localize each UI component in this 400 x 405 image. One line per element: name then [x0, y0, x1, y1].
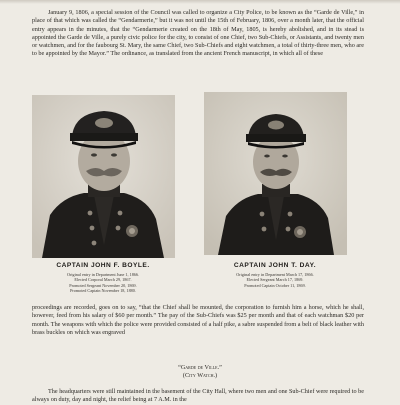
portrait-name: CAPTAIN JOHN F. BOYLE. — [56, 262, 150, 269]
portrait-name: CAPTAIN JOHN T. DAY. — [233, 262, 317, 269]
portrait-photo-day — [204, 92, 347, 255]
engraving-subheading: (City Watch.) — [182, 372, 218, 379]
closing-paragraph: The headquarters were still maintained in the basement of the City Hall, where two men and one Sub-Chief were required to be always on duty, day and night, the relief being at 7 A.M. in the — [32, 388, 364, 404]
service-record-line: Original entry in Department March 17, 1866. — [236, 272, 314, 277]
service-record-line: Promoted Captain October 11, 1869. — [244, 282, 306, 288]
caption-day — [200, 262, 350, 288]
running-header-fragment — [150, 0, 270, 5]
service-record-line: Promoted Captain November 18, 1880. — [70, 287, 136, 293]
engraving-heading: “Garde de Ville.” — [178, 364, 222, 371]
intro-paragraph: January 9, 1806, a special session of the Council was called to organize a City Police, to be known as the “Garde de Ville,” in place of that which was called the “Gendarmerie,” but it was not until the 15th of February, 1806, over a month later, that the official entry appears in the minutes, that the “Gendarmerie created on the 18th of May, 1805, is hereby abolished, and in its stead is appointed the Garde de Ville, a purely civic police for the city, to consist of one Chief, two Sub-Chiefs, or Assistants, and twenty men or watchmen, and for the faubourg St. Mary, the same Chief, two Sub-Chiefs and eight watchmen, a total of thirty-three men, who are to be appointed by the Mayor.” The ordinance, as translated from the ancient French manuscript, in which all of these — [32, 9, 364, 58]
body-paragraph: proceedings are recorded, goes on to say, “that the Chief shall be mounted, the corporation to furnish him a horse, which he shall, however, feed from his salary of $60 per month.” The pay of the Sub-Chiefs was $25 per month and that of each watchman $20 per month. The weapons with which the police were provided consisted of a half pike, a sabre suspended from a belt of black leather with brass buckles on which was engraved — [32, 304, 364, 336]
portrait-photo-boyle — [32, 95, 175, 258]
service-record-line: Elected Corporal March 29, 1867. — [74, 277, 132, 283]
service-record-line: Original entry in Department June 1, 1866. — [66, 272, 140, 277]
caption-boyle — [28, 262, 178, 293]
service-record-line: Elected Sergeant March 17, 1869. — [246, 277, 304, 283]
service-record-line: Promoted Sergeant November 20, 1869. — [69, 282, 137, 288]
